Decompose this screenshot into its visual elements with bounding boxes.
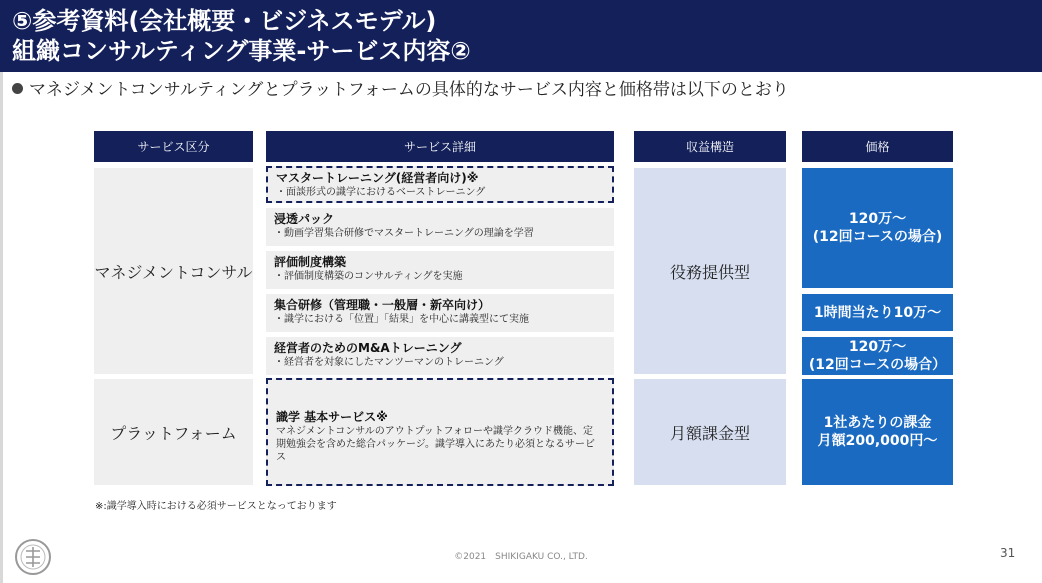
- price-line: 120万～: [848, 339, 907, 355]
- left-divider: [0, 72, 3, 583]
- revenue-management: 役務提供型: [634, 168, 786, 374]
- service-title: 浸透パック: [274, 212, 335, 226]
- intro-label: マネジメントコンサルティングとプラットフォームの具体的なサービス内容と価格帯は以下のとおり: [29, 80, 789, 100]
- header-revenue: 収益構造: [634, 131, 786, 162]
- header-category: サービス区分: [94, 131, 253, 162]
- category-platform: プラットフォーム: [94, 379, 253, 485]
- page-title-line2: 組織コンサルティング事業-サービス内容②: [12, 37, 471, 65]
- service-title: 評価制度構築: [274, 255, 347, 269]
- price-platform: [802, 379, 953, 485]
- service-title: マスタートレーニング(経営者向け)※: [276, 171, 479, 185]
- service-group-training: [266, 294, 614, 332]
- revenue-platform: 月額課金型: [634, 379, 786, 485]
- service-desc: ・経営者を対象にしたマンツーマンのトレーニング: [274, 357, 504, 368]
- service-penetration-pack: [266, 208, 614, 246]
- footnote: ※:識学導入時における必須サービスとなっております: [95, 501, 337, 512]
- price-line: (12回コースの場合): [812, 229, 943, 245]
- bullet-icon: [12, 83, 23, 94]
- service-title: 識学 基本サービス※: [276, 410, 388, 424]
- price-ma-training: [802, 337, 953, 375]
- price-line: 1時間当たり10万～: [813, 304, 942, 321]
- service-desc: ・評価制度構築のコンサルティングを実施: [274, 271, 463, 282]
- service-desc: ・識学における「位置」「結果」を中心に講義型にて実施: [274, 314, 529, 325]
- price-line: (12回コースの場合）: [808, 357, 947, 373]
- header-detail: サービス詳細: [266, 131, 614, 162]
- title-bar: [0, 0, 1042, 72]
- service-desc: ・動画学習集合研修でマスタートレーニングの理論を学習: [274, 228, 534, 239]
- intro-text: [12, 78, 789, 102]
- price-line: 月額200,000円～: [817, 433, 938, 449]
- service-desc: マネジメントコンサルのアウトプットフォローや識学クラウド機能、定期勉強会を含めた総合パッケージ。識学導入にあたり必須となるサービス: [276, 426, 595, 463]
- price-line: 1社あたりの課金: [823, 415, 932, 431]
- service-basic: [266, 378, 614, 486]
- service-desc: ・面談形式の識学におけるベーストレーニング: [276, 187, 486, 198]
- header-price: 価格: [802, 131, 953, 162]
- service-ma-training: [266, 337, 614, 375]
- service-evaluation-system: [266, 251, 614, 289]
- service-title: 経営者のためのM&Aトレーニング: [274, 341, 462, 355]
- service-title: 集合研修（管理職・一般層・新卒向け）: [274, 298, 491, 312]
- service-master-training: [266, 166, 614, 203]
- page-title-line1: ⑤参考資料(会社概要・ビジネスモデル): [12, 7, 437, 35]
- copyright-text: ©2021 SHIKIGAKU CO., LTD.: [454, 552, 588, 562]
- price-group-training: [802, 294, 953, 331]
- price-master-training: [802, 168, 953, 288]
- price-line: 120万～: [848, 211, 907, 227]
- category-management: マネジメントコンサル: [94, 168, 253, 374]
- page-number: 31: [1000, 546, 1016, 560]
